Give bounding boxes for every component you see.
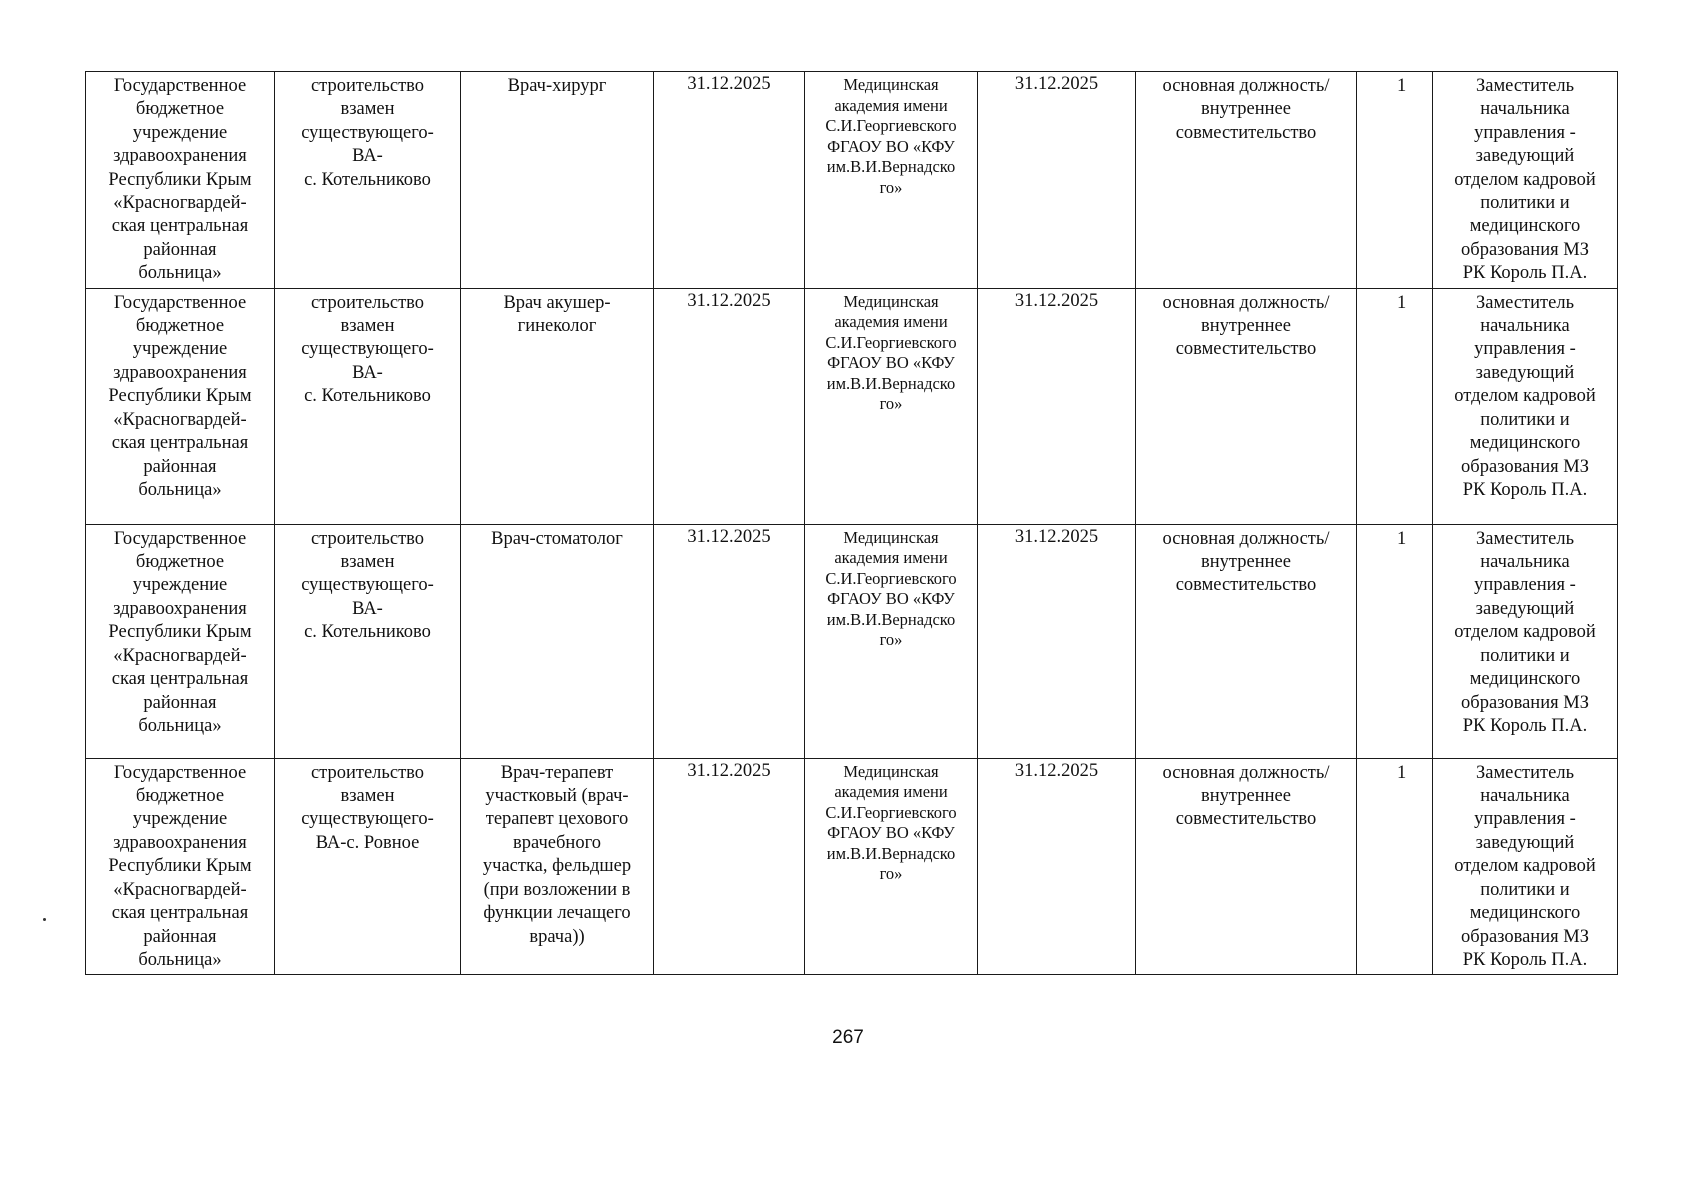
reason-cell: строительство взамен существующего- ВА- с. Котельниково — [275, 288, 461, 524]
date-cell: 31.12.2025 — [654, 288, 805, 524]
date-cell: 31.12.2025 — [654, 758, 805, 975]
count-cell: 1 — [1357, 524, 1433, 758]
date-cell: 31.12.2025 — [978, 758, 1136, 975]
employment-type-cell: основная должность/ внутреннее совместительство — [1136, 758, 1357, 975]
position-cell: Врач-терапевт участковый (врач- терапевт цехового врачебного участка, фельдшер (при возложении в функции лечащего врача)) — [461, 758, 654, 975]
academy-cell: Медицинская академия имени С.И.Георгиевского ФГАОУ ВО «КФУ им.В.И.Вернадско го» — [805, 72, 978, 289]
reason-cell: строительство взамен существующего- ВА- с. Котельниково — [275, 524, 461, 758]
employment-type-cell: основная должность/ внутреннее совместительство — [1136, 524, 1357, 758]
organization-cell: Государственное бюджетное учреждение здравоохранения Республики Крым «Красногвардей- ская центральная районная больница» — [86, 758, 275, 975]
table-row — [86, 758, 1618, 975]
academy-cell: Медицинская академия имени С.И.Георгиевского ФГАОУ ВО «КФУ им.В.И.Вернадско го» — [805, 288, 978, 524]
table-row — [86, 524, 1618, 758]
organization-cell: Государственное бюджетное учреждение здравоохранения Республики Крым «Красногвардей- ская центральная районная больница» — [86, 288, 275, 524]
scan-speck — [43, 918, 46, 921]
employment-type-cell: основная должность/ внутреннее совместительство — [1136, 288, 1357, 524]
responsible-cell: Заместитель начальника управления - заведующий отделом кадровой политики и медицинского образования МЗ РК Король П.А. — [1433, 288, 1618, 524]
organization-cell: Государственное бюджетное учреждение здравоохранения Республики Крым «Красногвардей- ская центральная районная больница» — [86, 72, 275, 289]
reason-cell: строительство взамен существующего- ВА-с. Ровное — [275, 758, 461, 975]
responsible-cell: Заместитель начальника управления - заведующий отделом кадровой политики и медицинского образования МЗ РК Король П.А. — [1433, 758, 1618, 975]
responsible-cell: Заместитель начальника управления - заведующий отделом кадровой политики и медицинского образования МЗ РК Король П.А. — [1433, 524, 1618, 758]
academy-cell: Медицинская академия имени С.И.Георгиевского ФГАОУ ВО «КФУ им.В.И.Вернадско го» — [805, 758, 978, 975]
organization-cell: Государственное бюджетное учреждение здравоохранения Республики Крым «Красногвардей- ская центральная районная больница» — [86, 524, 275, 758]
date-cell: 31.12.2025 — [654, 72, 805, 289]
table-row — [86, 288, 1618, 524]
page-number: 267 — [832, 1027, 864, 1048]
date-cell: 31.12.2025 — [978, 288, 1136, 524]
date-cell: 31.12.2025 — [978, 524, 1136, 758]
position-cell: Врач-стоматолог — [461, 524, 654, 758]
date-cell: 31.12.2025 — [654, 524, 805, 758]
count-cell: 1 — [1357, 758, 1433, 975]
staffing-table — [85, 71, 1618, 975]
count-cell: 1 — [1357, 72, 1433, 289]
position-cell: Врач-хирург — [461, 72, 654, 289]
reason-cell: строительство взамен существующего- ВА- с. Котельниково — [275, 72, 461, 289]
table-row — [86, 72, 1618, 289]
count-cell: 1 — [1357, 288, 1433, 524]
responsible-cell: Заместитель начальника управления - заведующий отделом кадровой политики и медицинского образования МЗ РК Король П.А. — [1433, 72, 1618, 289]
position-cell: Врач акушер- гинеколог — [461, 288, 654, 524]
academy-cell: Медицинская академия имени С.И.Георгиевского ФГАОУ ВО «КФУ им.В.И.Вернадско го» — [805, 524, 978, 758]
date-cell: 31.12.2025 — [978, 72, 1136, 289]
employment-type-cell: основная должность/ внутреннее совместительство — [1136, 72, 1357, 289]
